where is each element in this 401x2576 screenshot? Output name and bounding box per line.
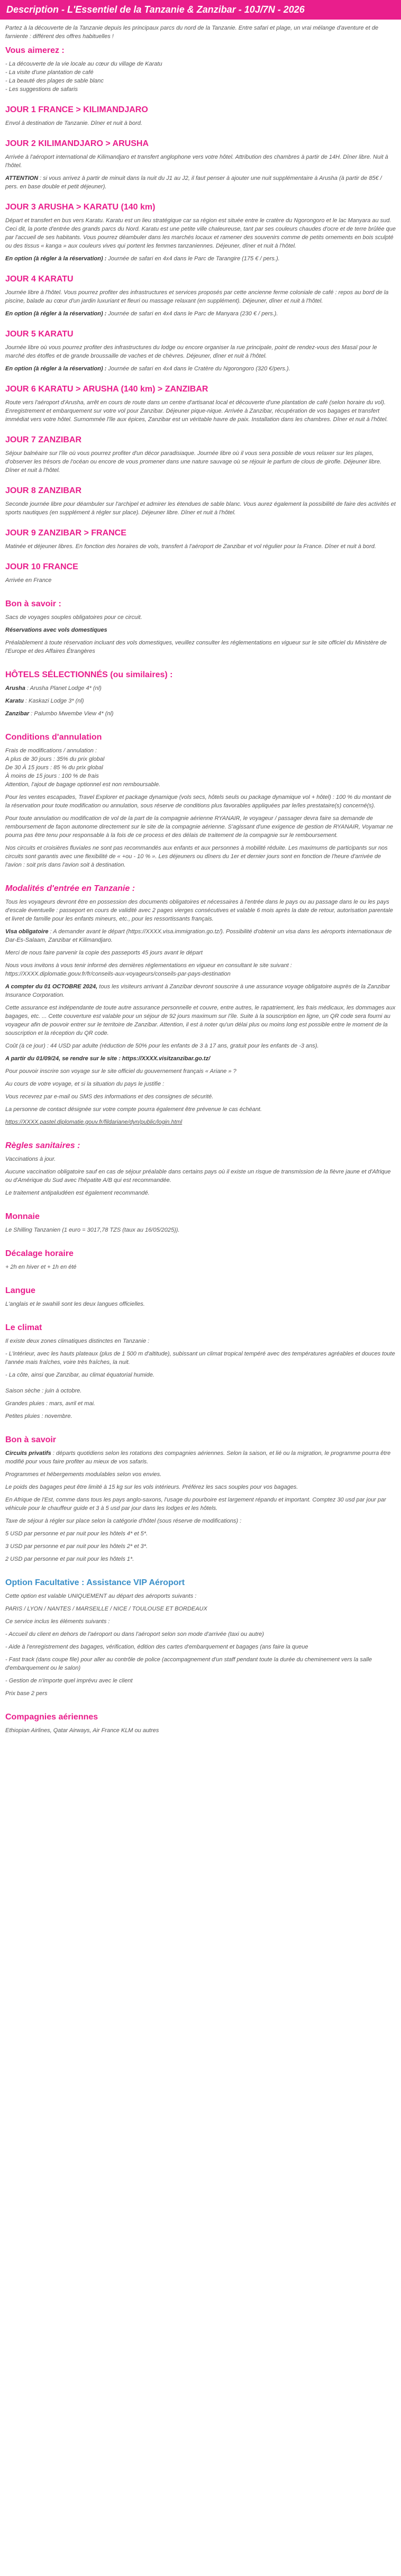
assist-text: Ce service inclus les éléments suivants : xyxy=(5,1618,110,1625)
climate-text: Il existe deux zones climatiques distinctes en Tanzanie : xyxy=(5,1338,150,1344)
hotel-line xyxy=(5,709,396,718)
list-item: A plus de 30 jours : 35% du prix global xyxy=(5,756,105,762)
day-option xyxy=(5,365,396,373)
hotel-city: Karatu xyxy=(5,698,24,704)
climate-heading: Le climat xyxy=(5,1323,42,1332)
language-heading: Langue xyxy=(5,1286,35,1295)
need-heading: Bon à savoir : xyxy=(5,599,61,608)
assist-text: - Fast track (dans coupe file) pour aller au contrôle de police (accompagnement d'un staff pendant toute la durée du cheminement vers la salle d'embarquement ou le salon) xyxy=(5,1656,372,1671)
day-heading: JOUR 8 ZANZIBAR xyxy=(5,486,82,495)
visa-text: : A demander avant le départ (https://XXXX.visa.immigration.go.tz/). Possibilité d'obtenir un visa dans les aéroports internationaux de Dar-Es-Salaam, Zanzibar et Kilimandjaro. xyxy=(5,929,392,943)
good-text: 3 USD par personne et par nuit pour les hôtels 2* et 3*. xyxy=(5,1543,148,1550)
entry-text: Nous vous invitons à vous tenir informé des dernières réglementations en vigueur en consultant le site suivant : https://XXXX.diplomatie.gouv.fr/fr/conseils-aux-voyageurs/conseils-par-pays-destination xyxy=(5,962,292,977)
hotel-name: : Palumbo Mwembe View 4* (nl) xyxy=(29,711,114,717)
list-item: Frais de modifications / annulation : xyxy=(5,748,97,754)
hotel-name: : Arusha Planet Lodge 4* (nl) xyxy=(25,685,102,691)
assist-text: - Accueil du client en dehors de l'aéroport ou dans l'aéroport selon son mode d'arrivée (taxi ou autre) xyxy=(5,1631,264,1637)
day-text: Envol à destination de Tanzanie. Dîner et nuit à bord. xyxy=(5,120,142,126)
attention-text: : si vous arrivez à partir de minuit dans la nuit du J1 au J2, il faut penser à ajouter une nuit supplémentaire à Arusha (à partir de 85€ / pers. en base double et petit déjeuner). xyxy=(5,175,382,190)
list-item: De 30 À 15 jours : 85 % du prix global xyxy=(5,764,103,771)
ariane-link[interactable]: https://XXXX.pastel.diplomatie.gouv.fr/fildariane/dyn/public/login.html xyxy=(5,1119,183,1125)
option-label: En option (à régler à la réservation) : xyxy=(5,256,107,262)
day-text: Journée libre à l'hôtel. Vous pourrez profiter des infrastructures et services proposés par cette ancienne ferme coloniale de café : repos au bord de la piscine, balade au cœur d'un jardin luxuriant et fleuri ou massage relaxant (en supplément). Déjeuner, dîner et nuit à l'hôtel. xyxy=(5,289,389,304)
day-text: Seconde journée libre pour déambuler sur l'archipel et admirer les étendues de sable blanc. Vous aurez également la possibilité de faire des activités et sports nautiques (en supplément à régler sur place). Déjeuner libre. Dîner et nuit à l'hôtel. xyxy=(5,501,396,516)
option-label: En option (à régler à la réservation) : xyxy=(5,311,107,317)
assist-text: Prix base 2 pers xyxy=(5,1690,48,1697)
aims-heading: Vous aimerez : xyxy=(5,46,65,55)
currency-text: Le Shilling Tanzanien (1 euro = 3017,78 TZS (taux au 16/05/2025)). xyxy=(5,1227,180,1233)
cancellation-text: Pour les ventes escapades, Travel Explorer et package dynamique (vols secs, hôtels seuls ou package dynamique vol + hôtel) : 100 % du montant de la réservation pour toute modification ou annulation, sous réserve de conditions plus favorables appliquées par le/les prestataire(s) concerné(s). xyxy=(5,794,391,809)
assist-text: - Gestion de n'importe quel imprévu avec le client xyxy=(5,1678,133,1684)
timezone-text: + 2h en hiver et + 1h en été xyxy=(5,1264,77,1270)
day-heading: JOUR 3 ARUSHA > KARATU (140 km) xyxy=(5,203,156,212)
language-text: L'anglais et le swahili sont les deux langues officielles. xyxy=(5,1301,145,1307)
hotel-line xyxy=(5,697,396,705)
entry-text: Pour pouvoir inscrire son voyage sur le site officiel du gouvernement français « Ariane » ? xyxy=(5,1068,236,1075)
climate-text: Petites pluies : novembre. xyxy=(5,1413,72,1419)
cancellation-lines xyxy=(5,747,396,789)
day-heading: JOUR 2 KILIMANDJARO > ARUSHA xyxy=(5,139,149,148)
climate-text: - La côte, ainsi que Zanzibar, au climat équatorial humide. xyxy=(5,1372,154,1378)
cancellation-text: Pour toute annulation ou modification de vol de la part de la compagnie aérienne RYANAIR, le voyageur / passager devra faire sa demande de remboursement de façon autonome directement sur le site de la compagnie aérienne. S'agissant d'une exigence de gestion de RYANAIR, Voyamar ne pourra pas être tenu pour responsable à la fois de ce process et des délais de traitement de la compagnie sur le remboursement. xyxy=(5,815,393,839)
assist-heading: Option Facultative : Assistance VIP Aéroport xyxy=(5,1578,185,1587)
insurance-text: tous les visiteurs arrivant à Zanzibar devront souscrire à une assurance voyage obligatoire auprès de la Zanzibar Insurance Corporation. xyxy=(5,984,390,998)
aims-list xyxy=(5,60,396,94)
day-heading: JOUR 9 ZANZIBAR > FRANCE xyxy=(5,529,126,538)
entry-text: Vous recevrez par e-mail ou SMS des informations et des consignes de sécurité. xyxy=(5,1094,214,1100)
cancellation-text: Nos circuits et croisières fluviales ne sont pas recommandés aux enfants et aux personnes à mobilité réduite. Les maximums de participants sur nos circuits sont garantis avec une flexibilité de « +ou - 10 % ». Les déjeuners ou dîners du 1er et dernier jours sont en fonction de l'heure d'arrivée de l'avion : soit pris dans l'avion soit à destination. xyxy=(5,845,388,868)
currency-heading: Monnaie xyxy=(5,1212,40,1221)
hotel-line xyxy=(5,684,396,693)
assist-text: PARIS / LYON / NANTES / MARSEILLE / NICE / TOULOUSE ET BORDEAUX xyxy=(5,1606,207,1612)
day-heading: JOUR 1 FRANCE > KILIMANDJARO xyxy=(5,105,148,114)
good-text: Taxe de séjour à régler sur place selon la catégorie d'hôtel (sous réserve de modifications) : xyxy=(5,1518,242,1524)
entry-visa xyxy=(5,927,396,944)
day-heading: JOUR 7 ZANZIBAR xyxy=(5,435,82,444)
option-label: En option (à régler à la réservation) : xyxy=(5,366,107,372)
day-heading: JOUR 4 KARATU xyxy=(5,275,74,284)
climate-text: Saison sèche : juin à octobre. xyxy=(5,1388,82,1394)
assist-text: Cette option est valable UNIQUEMENT au départ des aéroports suivants : xyxy=(5,1593,197,1599)
need-label-text: Réservations avec vols domestiques xyxy=(5,627,107,633)
entry-text: Coût (à ce jour) : 44 USD par adulte (réduction de 50% pour les enfants de 3 à 17 ans, gratuit pour les enfants de -3 ans). xyxy=(5,1043,319,1049)
day-heading: JOUR 5 KARATU xyxy=(5,330,74,339)
day-heading: JOUR 6 KARATU > ARUSHA (140 km) > ZANZIBAR xyxy=(5,385,208,394)
hotel-city: Arusha xyxy=(5,685,25,691)
day-option xyxy=(5,310,396,318)
health-text: Vaccinations à jour. xyxy=(5,1156,56,1162)
good-text: En Afrique de l'Est, comme dans tous les pays anglo-saxons, l'usage du pourboire est largement répandu et important. Comptez 30 usd par jour par véhicule pour le chauffeur guide et 3 à 5 usd par jour dans les lodges et les hôtels. xyxy=(5,1497,386,1512)
day-text: Route vers l'aéroport d'Arusha, arrêt en cours de route dans un centre d'artisanat local et découverte d'une plantation de café (selon horaire du vol). Enregistrement et embarquement sur votre vol pour Zanzibar. Déjeuner pique-nique. Arrivée à Zanzibar, récupération de vos bagages et transfert immédiat vers votre hôtel. Surnommée l'île aux épices, Zanzibar est un véritable havre de paix. Installation dans les chambres. Dîner et nuit à l'hôtel. xyxy=(5,399,388,423)
day-text: Journée libre où vous pourrez profiter des infrastructures du lodge ou encore organiser la rue principale, point de rendez-vous des Masaï pour le marché des étoffes et de grande broussaille de vaches et de chèvres. Déjeuner, dîner et nuit à l'hôtel. xyxy=(5,344,377,359)
good-text: Programmes et hébergements modulables selon vos envies. xyxy=(5,1471,162,1478)
good-label-text: : départs quotidiens selon les rotations des compagnies aériennes. Selon la saison, et lié ou la migration, le programme pourra être modifié pour vous faire profiter au mieux de vos safaris. xyxy=(5,1450,391,1465)
entry-text: Merci de nous faire parvenir la copie des passeports 45 jours avant le départ xyxy=(5,950,203,956)
day-heading: JOUR 10 FRANCE xyxy=(5,562,78,571)
good-text: 5 USD par personne et par nuit pour les hôtels 4* et 5*. xyxy=(5,1531,148,1537)
list-item: Attention, l'ajout de bagage optionnel est non remboursable. xyxy=(5,781,161,788)
need-label xyxy=(5,626,396,634)
day-text: Départ et transfert en bus vers Karatu. Karatu est un lieu stratégique car sa région est située entre le cratère du Ngorongoro et le lac Manyara au sud. Ceci dit, la porte d'entrée des grands parcs du Nord. Karatu est une petite ville chaleureuse, tant par ses couleurs chaudes d'ocre et de terre brûlée que par l'accueil de ses habitants. Vous pourrez déambuler dans les marchés locaux et ramener des souvenirs comme de petits ornements en bois sculpté ou des tissus « kanga » aux couleurs vives qui portent les femmes tanzaniennes. Déjeuner, dîner et nuit à l'hôtel. xyxy=(5,217,396,249)
good-text: Le poids des bagages peut être limité à 15 kg sur les vols intérieurs. Préférez les sacs souples pour vos bagages. xyxy=(5,1484,298,1490)
hotel-city: Zanzibar xyxy=(5,711,30,717)
good-label: Circuits privatifs xyxy=(5,1450,51,1457)
entry-text: A partir du 01/09/24, se rendre sur le site : https://XXXX.visitzanzibar.go.tz/ xyxy=(5,1055,211,1062)
list-item: - Les suggestions de safaris xyxy=(5,86,78,93)
intro-text: Partez à la découverte de la Tanzanie depuis les principaux parcs du nord de la Tanzanie. Entre safari et plage, un vrai mélange d'aventure et de farniente : différent des offres habituelles ! xyxy=(5,25,379,40)
page-title: Description - L'Essentiel de la Tanzanie & Zanzibar - 10J/7N - 2026 xyxy=(0,0,401,20)
day-text: Arrivée en France xyxy=(5,577,52,584)
good-heading: Bon à savoir xyxy=(5,1435,57,1444)
climate-text: - L'intérieur, avec les hauts plateaux (plus de 1 500 m d'altitude), subissant un climat tropical tempéré avec des températures agréables et douces toute l'année mais fraîches, voire très fraîches, la nuit. xyxy=(5,1351,395,1366)
health-heading: Règles sanitaires : xyxy=(5,1141,80,1150)
list-item: - La visite d'une plantation de café xyxy=(5,69,94,76)
insurance-label: A compter du 01 OCTOBRE 2024, xyxy=(5,984,98,990)
good-text xyxy=(5,1449,396,1466)
list-item: À moins de 15 jours : 100 % de frais xyxy=(5,773,99,779)
entry-text: La personne de contact désignée sur votre compte pourra également être prévenue le cas échéant. xyxy=(5,1106,262,1113)
assist-text: - Aide à l'enregistrement des bagages, vérification, édition des cartes d'embarquement et bagages (ans faire la queue xyxy=(5,1644,308,1650)
hotels-heading: HÔTELS SÉLECTIONNÉS (ou similaires) : xyxy=(5,670,173,679)
good-text: 2 USD par personne et par nuit pour les hôtels 1*. xyxy=(5,1556,134,1562)
option-text: Journée de safari en 4x4 dans le Parc de Manyara (230 € / pers.). xyxy=(106,311,278,317)
visa-label: Visa obligatoire xyxy=(5,929,49,935)
day-option xyxy=(5,254,396,263)
entry-heading: Modalités d'entrée en Tanzanie : xyxy=(5,884,135,893)
entry-text: Cette assurance est indépendante de toute autre assurance personnelle et couvre, entre autres, le rapatriement, les frais médicaux, les dommages aux bagages, etc. ... Cette couverture est valable pour un séjour de 92 jours maximum sur l'île. Suite à la souscription en ligne, un QR code sera fourni au voyageur afin de pouvoir entrer sur le territoire de Zanzibar. Attention, il est à noter qu'un délai plus ou moins long est possible entre le moment de la souscription et la réception du QR code. xyxy=(5,1005,396,1036)
option-text: Journée de safari en 4x4 dans le Parc de Tarangire (175 € / pers.). xyxy=(106,256,280,262)
day-attention xyxy=(5,174,396,191)
need-text: Sacs de voyages souples obligatoires pour ce circuit. xyxy=(5,614,142,621)
day-text: Séjour balnéaire sur l'île où vous pourrez profiter d'un décor paradisiaque. Journée libre où il vous sera possible de vous relaxer sur les plages, d'observer les trésors de l'océan ou encore de vous promener dans une nature sauvage où se réjouir le parfum de clous de girofle. Déjeuner libre. Dîner et nuit à l'hôtel. xyxy=(5,450,382,474)
list-item: - La découverte de la vie locale au cœur du village de Karatu xyxy=(5,61,162,67)
entry-insurance xyxy=(5,982,396,999)
option-text: Journée de safari en 4x4 dans le Cratère du Ngorongoro (320 €/pers.). xyxy=(106,366,290,372)
day-text: Arrivée à l'aéroport international de Kilimandjaro et transfert anglophone vers votre hôtel. Attribution des chambres à partir de 14H. Dîner libre. Nuit à l'hôtel. xyxy=(5,154,388,169)
companies-heading: Compagnies aériennes xyxy=(5,1713,98,1722)
list-item: - La beauté des plages de sable blanc xyxy=(5,78,104,84)
climate-text: Grandes pluies : mars, avril et mai. xyxy=(5,1400,95,1407)
content xyxy=(4,24,397,1735)
timezone-heading: Décalage horaire xyxy=(5,1249,74,1258)
day-text: Matinée et déjeuner libres. En fonction des horaires de vols, transfert à l'aéroport de Zanzibar et vol régulier pour la France. Dîner et nuit à bord. xyxy=(5,543,376,550)
health-text: Le traitement antipaludéen est également recommandé. xyxy=(5,1190,150,1196)
hotel-name: : Kaskazi Lodge 3* (nl) xyxy=(23,698,84,704)
companies-text: Ethiopian Airlines, Qatar Airways, Air France KLM ou autres xyxy=(5,1727,159,1734)
health-text: Aucune vaccination obligatoire sauf en cas de séjour préalable dans certains pays où il existe un risque de transmission de la fièvre jaune et d'Afrique ou d'Amérique du Sud avec l'hépatite A/B qui est recommandée. xyxy=(5,1169,391,1184)
cancellation-heading: Conditions d'annulation xyxy=(5,733,102,742)
attention-label: ATTENTION xyxy=(5,175,39,181)
need-text: Préalablement à toute réservation incluant des vols domestiques, veuillez consulter les réglementations en vigueur sur le site officiel du Ministère de l'Europe et des Affaires Étrangères xyxy=(5,640,387,654)
entry-text: Au cours de votre voyage, et si la situation du pays le justifie : xyxy=(5,1081,165,1087)
entry-text: Tous les voyageurs devront être en possession des documents obligatoires et nécessaires à l'entrée dans le pays ou au passage dans le ou les pays d'escale éventuelle : passeport en cours de validité avec 2 pages vierges consécutives et valable 6 mois après la date de retour, autorisation parentale et livret de famille pour les enfants mineurs, etc., pour les ressortissants français. xyxy=(5,899,393,922)
